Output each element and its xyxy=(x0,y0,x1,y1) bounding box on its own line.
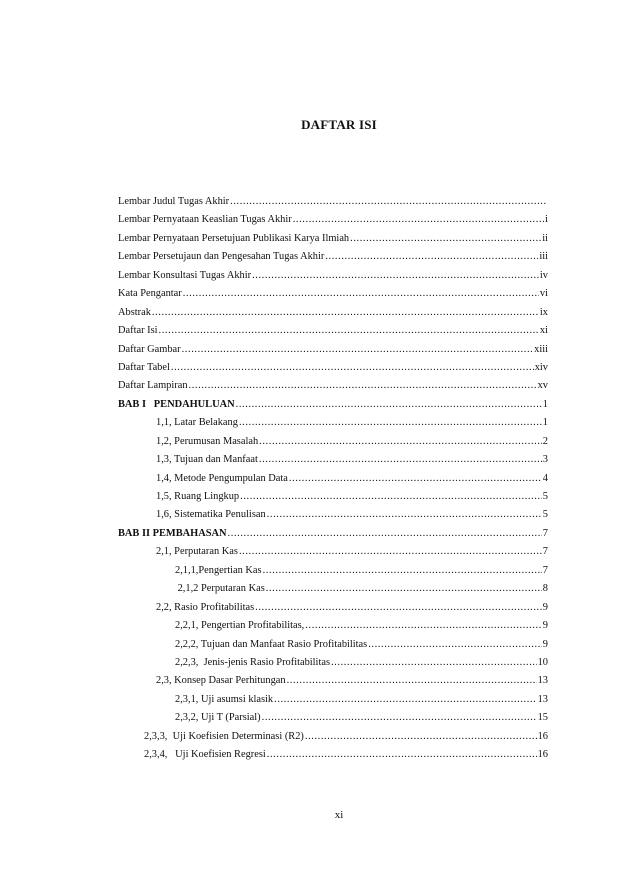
dot-leader xyxy=(230,193,547,211)
toc-entry-page: 9 xyxy=(542,620,548,632)
toc-entry-label: 2,3,4, Uji Koefisien Regresi xyxy=(144,749,266,761)
toc-entry-label: 1,5, Ruang Lingkup xyxy=(156,491,240,502)
toc-entry-page: iii xyxy=(539,251,548,263)
toc-entry xyxy=(118,488,548,506)
dot-leader xyxy=(239,414,542,432)
toc-entry xyxy=(118,193,548,211)
dot-leader xyxy=(267,746,537,764)
toc-entry-label: Lembar Pernyataan Keaslian Tugas Akhir xyxy=(118,214,292,226)
toc-entry-page: 9 xyxy=(542,601,548,613)
dot-leader xyxy=(368,636,542,654)
toc-entry xyxy=(118,396,548,414)
toc-entry xyxy=(118,285,548,303)
dot-leader xyxy=(350,230,541,248)
toc-entry-page: i xyxy=(545,214,548,226)
toc-entry xyxy=(118,672,548,690)
toc-entry-page: 5 xyxy=(542,491,548,502)
page-title: DAFTAR ISI xyxy=(301,117,377,132)
toc-entry-label: 2,1, Perputaran Kas xyxy=(156,546,238,558)
toc-entry xyxy=(118,599,548,617)
toc-entry xyxy=(118,580,548,598)
toc-entry-label: 2,3,1, Uji asumsi klasik xyxy=(175,693,274,705)
toc-entry xyxy=(118,230,548,248)
toc-entry-page: 7 xyxy=(542,527,548,539)
toc-entry-page: ii xyxy=(542,232,548,244)
dot-leader xyxy=(159,322,539,340)
toc-entry xyxy=(118,525,548,543)
toc-entry xyxy=(118,617,548,635)
toc-entry-page: 9 xyxy=(542,638,548,650)
toc-entry xyxy=(118,691,548,709)
toc-entry xyxy=(118,414,548,432)
toc-entry-page: vi xyxy=(539,288,548,300)
toc-entry-label: 1,2, Perumusan Masalah xyxy=(156,435,259,447)
dot-leader xyxy=(331,654,537,672)
dot-leader xyxy=(305,617,542,635)
toc-entry-label: 2,2,1, Pengertian Profitabilitas, xyxy=(175,620,305,632)
dot-leader xyxy=(293,211,544,229)
toc-entry-label: Daftar Lampiran xyxy=(118,380,188,392)
toc-entry-label: 1,1, Latar Belakang xyxy=(156,417,238,429)
toc-entry-page: 7 xyxy=(542,546,548,558)
toc-entry-label: 1,4, Metode Pengumpulan Data xyxy=(156,472,288,484)
toc-entry-label: Abstrak xyxy=(118,306,151,318)
toc-entry-label: Kata Pengantar xyxy=(118,288,182,300)
toc-entry-label: Daftar Gambar xyxy=(118,343,181,355)
toc-entry-label: BAB I PENDAHULUAN xyxy=(118,398,235,410)
dot-leader xyxy=(287,672,537,690)
toc-entry-label: Daftar Isi xyxy=(118,325,158,337)
dot-leader xyxy=(171,359,534,377)
dot-leader xyxy=(228,525,542,543)
toc-entry-label: 2,3, Konsep Dasar Perhitungan xyxy=(156,675,286,687)
dot-leader xyxy=(252,267,539,285)
toc-entry-page: 13 xyxy=(537,693,548,705)
dot-leader xyxy=(263,562,542,580)
toc-entry-page: 16 xyxy=(537,749,548,761)
dot-leader xyxy=(289,470,542,488)
dot-leader xyxy=(239,543,542,561)
toc-entry-label: 1,3, Tujuan dan Manfaat xyxy=(156,454,258,466)
toc-entry-page: 13 xyxy=(537,675,548,687)
page-number: xi xyxy=(334,809,344,821)
toc-entry-page: 10 xyxy=(537,656,548,668)
toc-entry-page: xv xyxy=(537,380,548,392)
toc-entry xyxy=(118,636,548,654)
dot-leader xyxy=(189,377,537,395)
toc-entry-page: 15 xyxy=(537,712,548,724)
dot-leader xyxy=(240,488,542,506)
toc-entry xyxy=(118,304,548,322)
toc-entry xyxy=(118,562,548,580)
toc-entry xyxy=(118,322,548,340)
toc-entry xyxy=(118,543,548,561)
toc-entry-label: Lembar Konsultasi Tugas Akhir xyxy=(118,269,252,281)
toc-entry xyxy=(118,248,548,266)
toc-entry-page: 1 xyxy=(542,398,548,410)
toc-entry xyxy=(118,746,548,764)
dot-leader xyxy=(267,506,542,524)
toc-entry-label: 2,2,2, Tujuan dan Manfaat Rasio Profitabilitas xyxy=(175,638,368,650)
toc-entry-page: 16 xyxy=(537,730,548,742)
toc-entry-page: xiv xyxy=(534,361,548,373)
dot-leader xyxy=(262,709,537,727)
dot-leader xyxy=(255,599,542,617)
dot-leader xyxy=(305,728,537,746)
toc-entry xyxy=(118,709,548,727)
toc-entry-label: 2,2,3, Jenis-jenis Rasio Profitabilitas xyxy=(175,656,330,668)
toc-entry xyxy=(118,470,548,488)
toc-entry xyxy=(118,728,548,746)
toc-entry-page: ix xyxy=(539,306,548,318)
toc-entry-page: 3 xyxy=(542,454,548,466)
toc-entry-label: BAB II PEMBAHASAN xyxy=(118,527,227,539)
dot-leader xyxy=(266,580,542,598)
toc-entry-page: iv xyxy=(539,269,548,281)
toc-entry-label: Lembar Pernyataan Persetujuan Publikasi Karya Ilmiah xyxy=(118,232,350,244)
toc-entry-page: 5 xyxy=(542,509,548,521)
table-of-contents xyxy=(118,193,548,765)
dot-leader xyxy=(274,691,536,709)
dot-leader xyxy=(259,451,542,469)
dot-leader xyxy=(259,433,542,451)
toc-entry xyxy=(118,451,548,469)
dot-leader xyxy=(182,341,534,359)
toc-entry-page: 2 xyxy=(542,435,548,447)
toc-entry-label: Daftar Tabel xyxy=(118,361,170,373)
toc-entry-page: 1 xyxy=(542,417,548,429)
toc-entry-page: 8 xyxy=(542,583,548,595)
toc-entry-page: 7 xyxy=(542,564,548,576)
toc-entry-page: 4 xyxy=(542,472,548,484)
toc-entry-label: 1,6, Sistematika Penulisan xyxy=(156,509,266,521)
toc-entry xyxy=(118,506,548,524)
dot-leader xyxy=(236,396,542,414)
toc-entry xyxy=(118,211,548,229)
toc-entry xyxy=(118,267,548,285)
toc-entry xyxy=(118,341,548,359)
toc-entry-label: 2,3,2, Uji T (Parsial) xyxy=(175,712,261,724)
toc-entry-label: 2,2, Rasio Profitabilitas xyxy=(156,601,255,613)
toc-entry xyxy=(118,359,548,377)
toc-entry xyxy=(118,654,548,672)
toc-entry-label: Lembar Persetujaun dan Pengesahan Tugas Akhir xyxy=(118,251,325,263)
dot-leader xyxy=(325,248,538,266)
dot-leader xyxy=(183,285,539,303)
toc-entry-label: 2,3,3, Uji Koefisien Determinasi (R2) xyxy=(144,730,304,742)
toc-entry-label: 2,1,2 Perputaran Kas xyxy=(175,583,265,595)
toc-entry xyxy=(118,377,548,395)
toc-entry-label: Lembar Judul Tugas Akhir xyxy=(118,196,230,207)
dot-leader xyxy=(152,304,539,322)
toc-entry xyxy=(118,433,548,451)
toc-entry-label: 2,1,1,Pengertian Kas xyxy=(175,564,262,576)
toc-entry-page: xiii xyxy=(534,343,548,355)
toc-entry-page: xi xyxy=(539,325,548,337)
